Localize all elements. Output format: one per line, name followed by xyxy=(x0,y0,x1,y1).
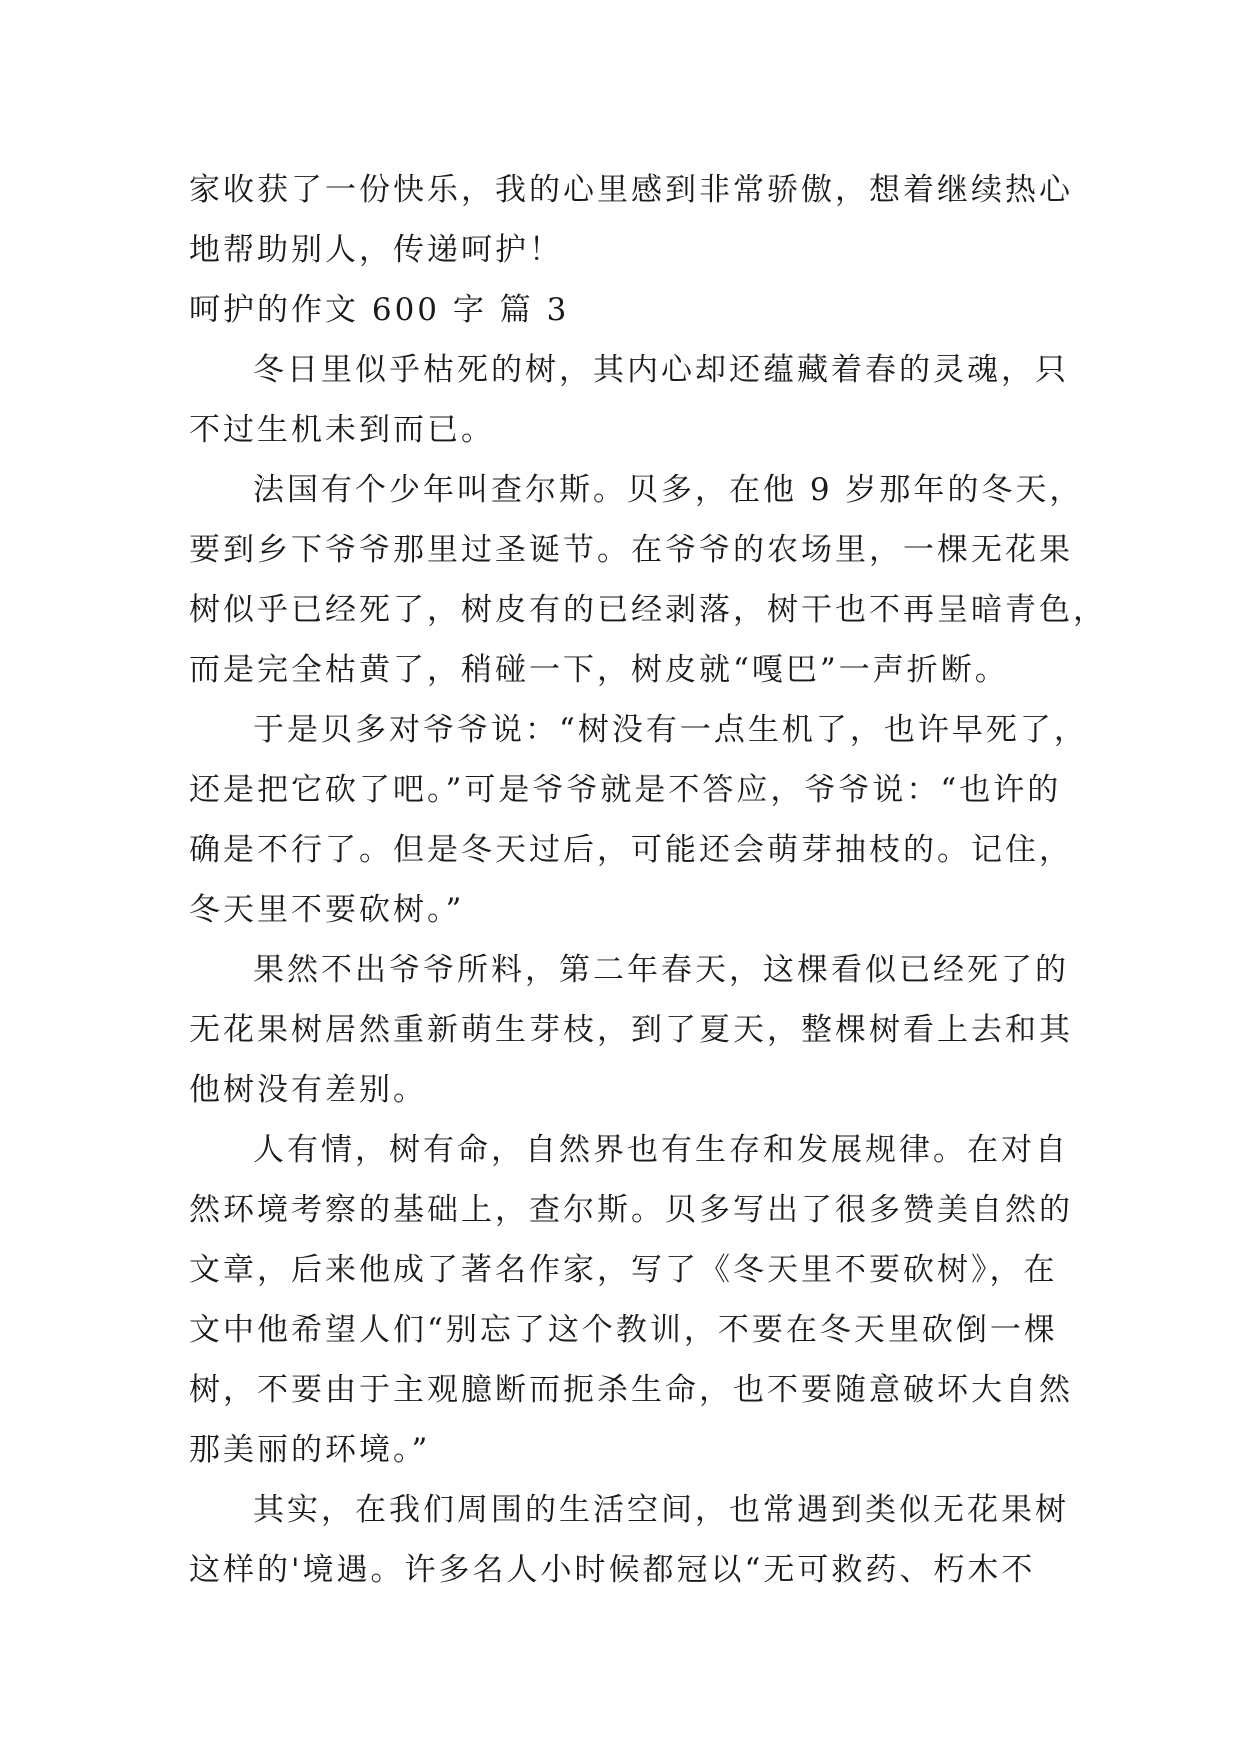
paragraph-first-line: 法国有个少年叫查尔斯。贝多，在他 9 岁那年的冬天， xyxy=(253,472,1084,508)
text-line: 树似乎已经死了，树皮有的已经剥落，树干也不再呈暗青色， xyxy=(189,592,1107,628)
text-line: 文中他希望人们“别忘了这个教训，不要在冬天里砍倒一棵 xyxy=(189,1312,1058,1348)
text-line: 然环境考察的基础上，查尔斯。贝多写出了很多赞美自然的 xyxy=(189,1192,1073,1228)
text-line: 呵护的作文 600 字 篇 3 xyxy=(189,292,570,328)
text-line: 无花果树居然重新萌生芽枝，到了夏天，整棵树看上去和其 xyxy=(189,1012,1073,1048)
paragraph-first-line: 其实，在我们周围的生活空间，也常遇到类似无花果树 xyxy=(253,1492,1069,1528)
text-line: 那美丽的环境。” xyxy=(189,1432,431,1468)
text-line: 冬天里不要砍树。” xyxy=(189,892,465,928)
text-line: 家收获了一份快乐，我的心里感到非常骄傲，想着继续热心 xyxy=(189,172,1073,208)
text-line: 不过生机未到而已。 xyxy=(189,412,495,448)
text-line: 地帮助别人，传递呵护！ xyxy=(189,232,563,268)
text-line: 文章，后来他成了著名作家，写了《冬天里不要砍树》，在 xyxy=(189,1252,1058,1288)
paragraph-first-line: 果然不出爷爷所料，第二年春天，这棵看似已经死了的 xyxy=(253,952,1069,988)
text-line: 这样的'境遇。许多名人小时候都冠以“无可救药、朽木不 xyxy=(189,1552,1036,1588)
text-line: 树，不要由于主观臆断而扼杀生命，也不要随意破坏大自然 xyxy=(189,1372,1073,1408)
paragraph-first-line: 于是贝多对爷爷说：“树没有一点生机了，也许早死了， xyxy=(253,712,1088,748)
text-line: 还是把它砍了吧。”可是爷爷就是不答应，爷爷说：“也许的 xyxy=(189,772,1062,808)
paragraph-first-line: 人有情，树有命，自然界也有生存和发展规律。在对自 xyxy=(253,1132,1069,1168)
text-line: 他树没有差别。 xyxy=(189,1072,427,1108)
text-line: 确是不行了。但是冬天过后，可能还会萌芽抽枝的。记住， xyxy=(189,832,1073,868)
document-body xyxy=(189,160,1107,1600)
text-line: 而是完全枯黄了，稍碰一下，树皮就“嘎巴”一声折断。 xyxy=(189,652,1009,688)
text-line: 要到乡下爷爷那里过圣诞节。在爷爷的农场里，一棵无花果 xyxy=(189,532,1073,568)
paragraph-first-line: 冬日里似乎枯死的树，其内心却还蕴藏着春的灵魂，只 xyxy=(253,352,1069,388)
